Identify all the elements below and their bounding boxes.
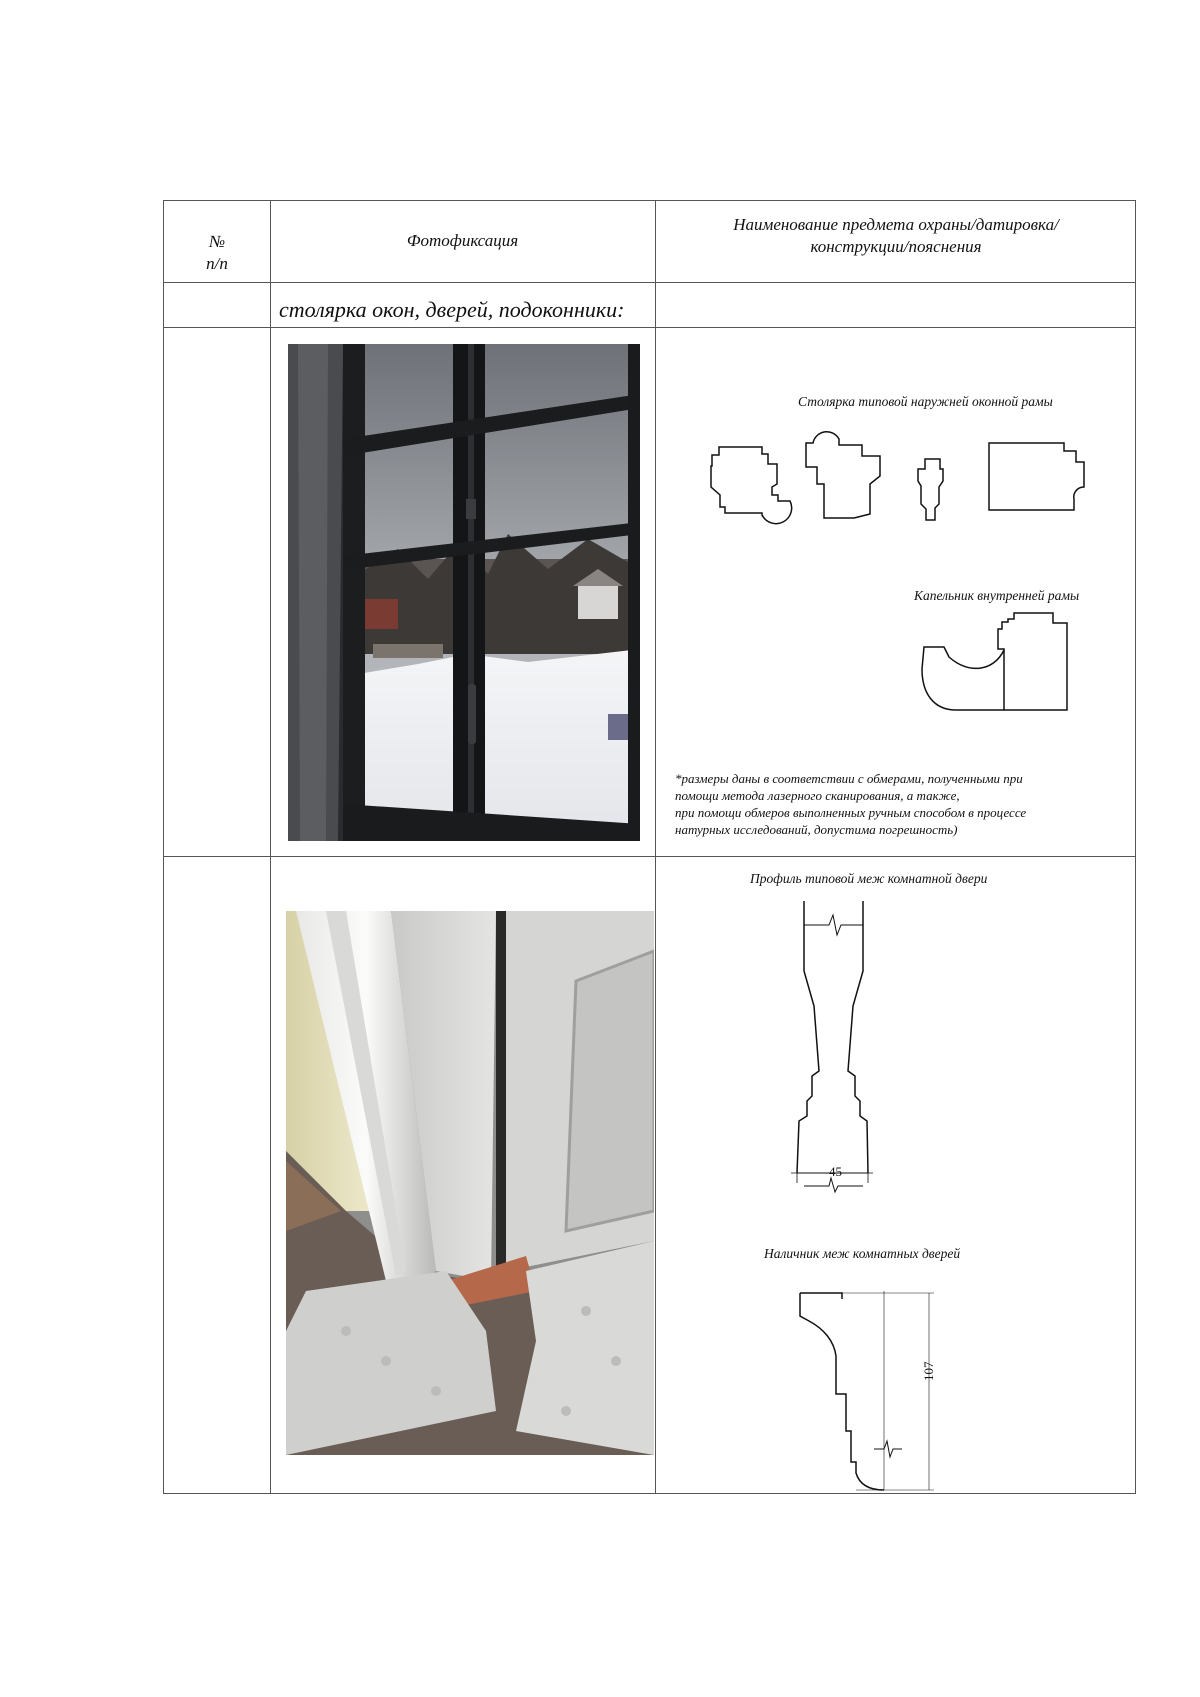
door-width-dimension: 45 [829, 1164, 842, 1179]
measurement-note [675, 770, 1130, 838]
drip-cap-profile [914, 609, 1104, 714]
door-casing-caption: Наличник меж комнатных дверей [764, 1246, 961, 1261]
header-description-line1: Наименование предмета охраны/датировка/ [733, 215, 1059, 234]
header-number-line2: п/п [206, 254, 228, 273]
column-divider [270, 201, 271, 1493]
section-title: столярка окон, дверей, подоконники: [279, 297, 625, 322]
door-profile-drawing [789, 891, 949, 1211]
row-divider [164, 327, 1135, 328]
window-frame-caption: Столярка типовой наружней оконной рамы [798, 394, 1053, 409]
header-description-line2: конструкции/пояснения [810, 237, 982, 256]
header-description [655, 214, 1137, 258]
window-frame-profiles [664, 429, 1134, 569]
door-photo-image [286, 911, 654, 1455]
row-divider [164, 856, 1135, 857]
protection-table [163, 200, 1136, 1494]
frame-profile-4 [989, 443, 1084, 510]
frame-profile-3 [918, 459, 943, 520]
header-number [164, 231, 270, 275]
header-photo: Фотофиксация [406, 231, 519, 250]
note-line-3: при помощи обмеров выполненных ручным способом в процессе [675, 805, 1027, 820]
frame-profile-2 [806, 432, 880, 518]
window-photo [288, 344, 640, 841]
door-profile-caption: Профиль типовой меж комнатной двери [750, 871, 988, 886]
door-photo [286, 911, 654, 1455]
drip-cap-caption: Капельник внутренней рамы [914, 588, 1080, 603]
row-divider [164, 282, 1135, 283]
column-divider [655, 201, 656, 1493]
casing-height-dimension: 107 [921, 1361, 936, 1381]
note-line-1: *размеры даны в соответствии с обмерами, полученными при [675, 771, 1023, 786]
note-line-2: помощи метода лазерного сканирования, а также, [675, 788, 960, 803]
note-line-4: натурных исследований, допустима погрешность) [675, 822, 958, 837]
header-number-line1: № [208, 232, 226, 251]
frame-profile-1 [711, 447, 792, 524]
door-casing-drawing [794, 1261, 954, 1501]
window-photo-image [288, 344, 640, 841]
